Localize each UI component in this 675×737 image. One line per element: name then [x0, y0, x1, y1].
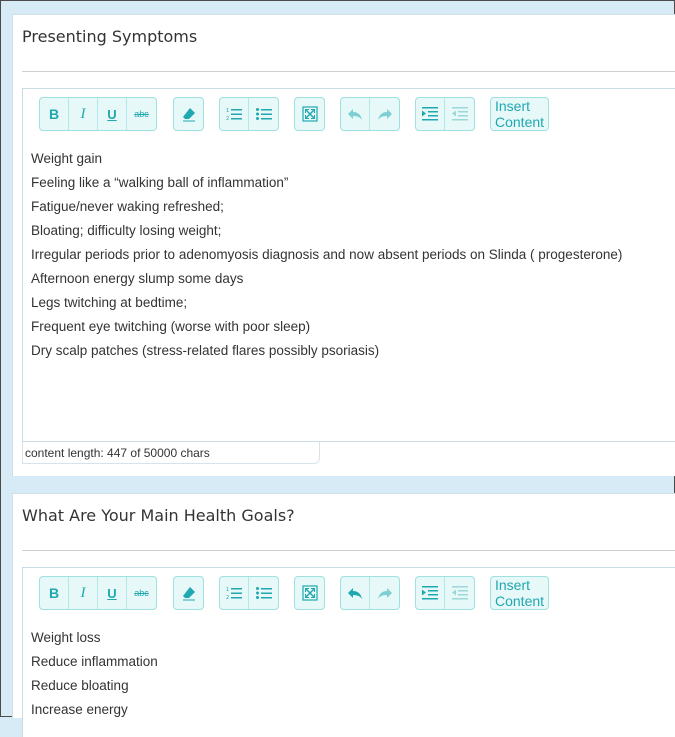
content-line: Legs twitching at bedtime; [31, 295, 188, 310]
health-goals-panel [12, 493, 675, 718]
panel-title: What Are Your Main Health Goals? [22, 506, 295, 525]
undo-icon[interactable] [341, 577, 370, 609]
fullscreen-icon[interactable] [295, 577, 324, 609]
insert-group [490, 97, 549, 131]
clear-group [173, 97, 204, 131]
strikethrough-button[interactable]: abc [134, 588, 149, 598]
format-group [39, 97, 157, 131]
underline-button[interactable]: U [98, 98, 127, 130]
fullscreen-icon[interactable] [295, 98, 324, 130]
fullscreen-group [294, 97, 325, 131]
svg-text:1: 1 [226, 108, 230, 114]
svg-text:1: 1 [226, 587, 230, 593]
eraser-icon[interactable] [174, 98, 203, 130]
content-line: Reduce bloating [31, 678, 129, 693]
content-line: Increase energy [31, 702, 128, 717]
strikethrough-button[interactable]: abc [134, 109, 149, 119]
svg-text:2: 2 [226, 116, 230, 121]
goals-content[interactable] [31, 626, 672, 722]
insert-group [490, 576, 549, 610]
panel-title: Presenting Symptoms [22, 27, 198, 46]
content-line: Fatigue/never waking refreshed; [31, 199, 224, 214]
bullet-list-icon[interactable] [249, 577, 278, 609]
list-group [219, 576, 279, 610]
redo-icon[interactable] [370, 98, 399, 130]
clear-group [173, 576, 204, 610]
redo-icon[interactable] [370, 577, 399, 609]
history-group [340, 576, 400, 610]
insert-content-button[interactable]: Insert Content [495, 98, 545, 130]
content-line: Bloating; difficulty losing weight; [31, 223, 222, 238]
indent-group [415, 97, 475, 131]
indent-icon[interactable] [416, 577, 445, 609]
divider [22, 71, 675, 72]
bold-button[interactable]: B [40, 577, 69, 609]
list-group [219, 97, 279, 131]
content-line: Feeling like a “walking ball of inflammation” [31, 175, 289, 190]
content-line: Weight gain [31, 151, 103, 166]
presenting-symptoms-panel [12, 14, 675, 476]
indent-icon[interactable] [416, 98, 445, 130]
content-length-counter: content length: 447 of 50000 chars [22, 442, 320, 464]
symptoms-editor [22, 88, 675, 442]
undo-icon[interactable] [341, 98, 370, 130]
history-group [340, 97, 400, 131]
underline-button[interactable]: U [98, 577, 127, 609]
content-line: Frequent eye twitching (worse with poor sleep) [31, 319, 311, 334]
bullet-list-icon[interactable] [249, 98, 278, 130]
outdent-icon[interactable] [445, 577, 474, 609]
divider [22, 550, 675, 551]
ordered-list-icon[interactable] [220, 98, 249, 130]
italic-button[interactable]: I [69, 98, 98, 130]
content-line: Dry scalp patches (stress-related flares possibly psoriasis) [31, 343, 380, 358]
format-group [39, 576, 157, 610]
content-line: Reduce inflammation [31, 654, 158, 669]
content-line: Afternoon energy slump some days [31, 271, 244, 286]
insert-content-button[interactable]: Insert Content [495, 577, 545, 609]
bold-button[interactable]: B [40, 98, 69, 130]
outdent-icon[interactable] [445, 98, 474, 130]
ordered-list-icon[interactable] [220, 577, 249, 609]
fullscreen-group [294, 576, 325, 610]
goals-editor [22, 567, 675, 737]
symptoms-content[interactable] [31, 147, 672, 363]
indent-group [415, 576, 475, 610]
content-line: Irregular periods prior to adenomyosis diagnosis and now absent periods on Slinda ( progesterone) [31, 247, 623, 262]
content-line: Weight loss [31, 630, 101, 645]
italic-button[interactable]: I [69, 577, 98, 609]
eraser-icon[interactable] [174, 577, 203, 609]
svg-text:2: 2 [226, 595, 230, 600]
